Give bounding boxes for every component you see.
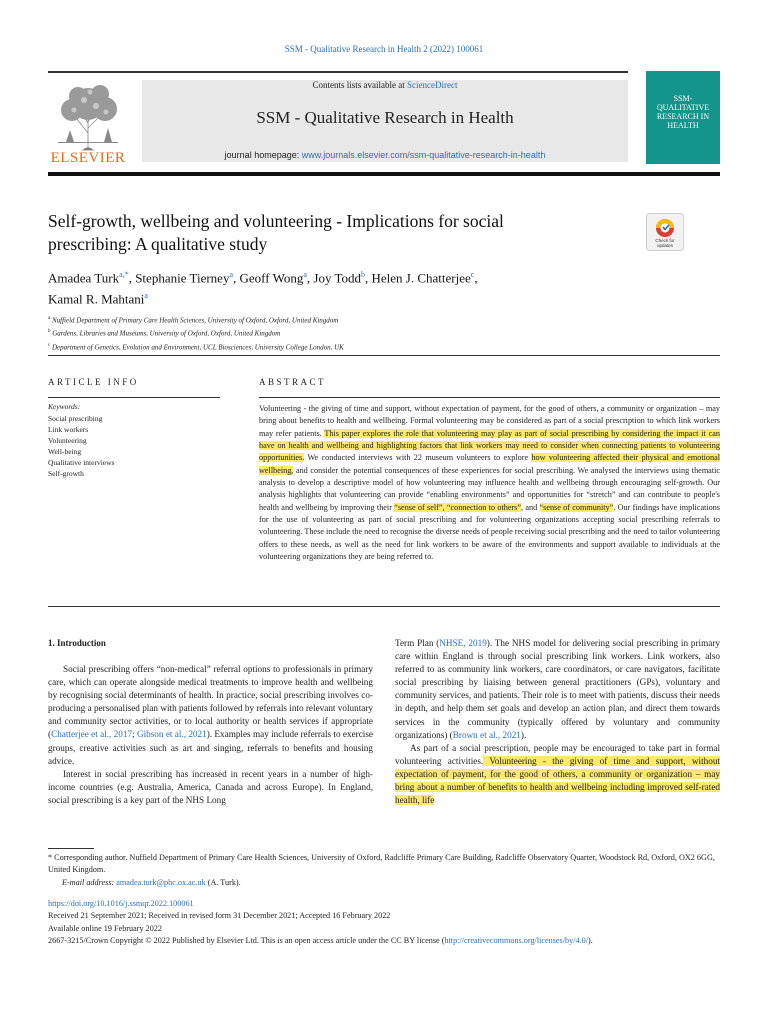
- citation-link[interactable]: NHSE, 2019: [439, 638, 487, 648]
- abstract-rule: [259, 397, 720, 398]
- author-name[interactable]: Helen J. Chatterjee: [371, 270, 471, 286]
- abstract-segment: . Our findings have implications for the use of volunteering as part of social prescribing and for volunteering organizations accepting social prescribing referrals to volunteering. These include the need to recognise the diverse needs of people receiving social prescribing and the need to tailor volunteering offers to these needs, as well as the need for link workers to be aware of the environments and support available to individuals at the volunteering organizations they are being referred to.: [259, 502, 720, 562]
- svg-text:Check for: Check for: [655, 238, 675, 243]
- paragraph: [395, 637, 720, 742]
- affiliation: [48, 326, 648, 339]
- citation-link[interactable]: Brown et al., 2021: [452, 729, 521, 740]
- author-separator: ,: [365, 270, 372, 286]
- article-title-line-1: Self-growth, wellbeing and volunteering - Implications for social: [48, 211, 504, 231]
- homepage-label: journal homepage:: [224, 150, 302, 160]
- corresponding-author-footnote: [48, 852, 720, 889]
- sciencedirect-link[interactable]: ScienceDirect: [407, 80, 458, 90]
- affiliation-marker: a: [48, 316, 51, 321]
- paragraph-text: Social prescribing offers “non-medical” referral options to professionals in primary care, which can operate alongside medical treatments to improve health and wellbeing by recognising social determinants of health. In practice, social prescribing involves co-producing a personalised plan with patients followed by referrals into relevant voluntary and community sector activities, or to local authority or health services if appropriate (: [48, 664, 373, 740]
- citation-link[interactable]: Chatterjee et al., 2017: [51, 729, 133, 740]
- author-separator: ,: [128, 270, 136, 286]
- footnote-text: * Corresponding author. Nuffield Department of Primary Care Health Sciences, University of Oxford, Radcliffe Primary Care Building, Radcliffe Observatory Quarter, Woodstock Rd, Oxford, OX2 6GG, United Kingdom.: [48, 853, 715, 875]
- author-separator: ,: [474, 270, 478, 286]
- body-column-left: [48, 663, 373, 807]
- copyright-text: 2667-3215/Crown Copyright © 2022 Published by Elsevier Ltd. This is an open access article under the CC BY license (: [48, 936, 445, 946]
- affiliation-text: Gardens, Libraries and Museums, University of Oxford, Oxford, United Kingdom: [52, 329, 281, 338]
- article-info-heading: ARTICLE INFO: [48, 377, 139, 387]
- author-list: [48, 266, 648, 309]
- keyword: Link workers: [48, 425, 89, 434]
- citation-link[interactable]: Gibson et al., 2021: [136, 729, 207, 740]
- author-name[interactable]: Amadea Turk: [48, 270, 120, 286]
- article-info-rule: [48, 397, 220, 398]
- contents-available-line: [142, 80, 628, 90]
- author-affiliation-marker[interactable]: a: [144, 291, 148, 301]
- abstract-highlight: This paper explores the role that volunteering may play as part of social prescribing by considering the impact it can have on health and wellbeing and highlighting factors that link workers may need to consider when connecting patients to volunteering opportunities.: [259, 428, 720, 463]
- journal-title: SSM - Qualitative Research in Health: [256, 108, 514, 127]
- body-column-right: [395, 637, 720, 807]
- keyword: Well-being: [48, 447, 82, 456]
- author-affiliation-marker[interactable]: a: [303, 270, 307, 279]
- keywords-label: Keywords:: [48, 402, 81, 411]
- email-line: [48, 877, 720, 889]
- journal-cover-text: SSM-QUALITATIVE RESEARCH IN HEALTH: [656, 94, 710, 130]
- article-title: [48, 210, 608, 256]
- author-separator: ,: [306, 270, 314, 286]
- publication-info: [48, 898, 720, 948]
- author-affiliation-marker[interactable]: b: [361, 270, 366, 279]
- check-for-updates-badge[interactable]: [646, 213, 684, 251]
- paragraph-text: As part of a social prescription, people may be encouraged to take part in formal volunteering activities.: [395, 742, 720, 766]
- email-link[interactable]: amadea.turk@phc.ox.ac.uk: [116, 877, 206, 887]
- section-divider: [48, 355, 720, 356]
- abstract-text: [259, 403, 720, 563]
- abstract-segment: We conducted interviews with 22 museum volunteers to explore: [304, 453, 532, 463]
- author-name[interactable]: Stephanie Tierney: [135, 270, 230, 286]
- abstract-segment: , and: [521, 502, 540, 512]
- paragraph-text: ). Examples may include referrals to exercise groups, creative activities such as art and singing, referrals to benefits and housing advice.: [48, 729, 373, 766]
- elsevier-wordmark: ELSEVIER: [50, 150, 126, 166]
- author-affiliation-marker[interactable]: a,*: [119, 270, 129, 279]
- author-separator: ,: [233, 270, 240, 286]
- paragraph-text: ). The NHS model for delivering social prescribing in primary care within England is through social prescribing link workers. Link workers, also referred to as community link workers, care coordinators, or care navigators, facilitate social prescribing by liaising between general practitioners (GPs), voluntary and community services, and patients. Their role is to meet with patients, discuss their needs in depth, and help them set goals and develop an action plan, and direct them towards services in the community (typically offered by voluntary and community organizations) (: [395, 638, 720, 740]
- author-name[interactable]: Geoff Wong: [239, 270, 304, 286]
- abstract-segment: Volunteering - the giving of time and support, without expectation of payment, for the good of others, a community or organization – may bring about benefits to health and wellbeing. Formal volunteering may be considered as part of a social prescription to which link workers may refer patients.: [259, 404, 720, 438]
- received-dates: Received 21 September 2021; Received in revised form 31 December 2021; Accepted 16 February 2022: [48, 911, 391, 921]
- paragraph-text: ).: [520, 729, 527, 740]
- header-thick-rule: [48, 172, 720, 176]
- keyword: Volunteering: [48, 436, 87, 445]
- paragraph-highlight: Volunteering - the giving of time and support, without expectation of payment, for the good of others, a community or organization – may bring about a number of benefits to health and wellbeing including improved self-rated health, life: [395, 755, 720, 806]
- abstract-highlight: how volunteering affected their physical and emotional wellbeing,: [259, 453, 720, 475]
- footnote-rule: [48, 848, 94, 849]
- keyword: Self-growth: [48, 469, 84, 478]
- introduction-heading: 1. Introduction: [48, 638, 106, 648]
- contents-prefix: Contents lists available at: [312, 80, 407, 90]
- keyword: Qualitative interviews: [48, 458, 115, 467]
- affiliation-marker: b: [48, 329, 51, 335]
- affiliation: [48, 313, 648, 326]
- svg-text:updates: updates: [656, 243, 674, 248]
- abstract-segment: and consider the potential consequences of these experiences for social prescribing. We analysed the interviews using thematic analysis to develop a descriptive model of how volunteering may influence health and wellbeing through encouraging self-growth. Our analysis highlights that volunteering can provide “enabling environments” and opportunities for “stretch” and can contribute to people's health and wellbeing by improving their: [259, 465, 720, 512]
- available-online: Available online 19 February 2022: [48, 923, 162, 933]
- journal-homepage-line: [142, 150, 628, 160]
- copyright-line: [48, 935, 720, 947]
- author-name[interactable]: Joy Todd: [313, 270, 362, 286]
- paragraph: Interest in social prescribing has increased in recent years in a number of high-income countries (e.g. Australia, America, Canada and across Europe). In England, social prescribing is a key part of the NHS Long: [48, 768, 373, 805]
- author-name[interactable]: Kamal R. Mahtani: [48, 291, 145, 307]
- author-affiliation-marker[interactable]: a: [229, 270, 234, 279]
- journal-homepage-link[interactable]: www.journals.elsevier.com/ssm-qualitative-research-in-health: [301, 150, 546, 160]
- paragraph-text: ;: [132, 729, 137, 740]
- license-link[interactable]: http://creativecommons.org/licenses/by/4.0/: [444, 936, 588, 946]
- paragraph-text: Term Plan (: [395, 638, 440, 648]
- journal-reference-link[interactable]: SSM - Qualitative Research in Health 2 (2022) 100061: [284, 44, 484, 54]
- affiliation-list: [48, 313, 648, 353]
- paragraph: [395, 742, 720, 807]
- keywords-list: [48, 413, 114, 479]
- article-title-line-2: prescribing: A qualitative study: [48, 234, 268, 254]
- affiliation: [48, 340, 648, 353]
- copyright-text: ).: [588, 936, 593, 946]
- author-affiliation-marker[interactable]: c: [470, 270, 475, 279]
- paragraph: [48, 663, 373, 768]
- abstract-heading: ABSTRACT: [259, 377, 327, 387]
- affiliation-text: Nuffield Department of Primary Care Health Sciences, University of Oxford, Oxford, United Kingdom: [51, 316, 339, 325]
- email-suffix: (A. Turk).: [205, 877, 241, 887]
- keyword: Social prescribing: [48, 414, 103, 423]
- section-divider: [48, 606, 720, 607]
- doi-link[interactable]: https://doi.org/10.1016/j.ssmqr.2022.100061: [48, 899, 194, 908]
- abstract-highlight: “sense of community”: [539, 502, 614, 512]
- email-label: E-mail address:: [62, 877, 117, 887]
- affiliation-marker: c: [48, 342, 51, 348]
- affiliation-text: Department of Genetics, Evolution and Environment, UCL Biosciences, University College London, UK: [51, 342, 344, 351]
- abstract-highlight: “sense of self”, “connection to others”: [394, 502, 522, 512]
